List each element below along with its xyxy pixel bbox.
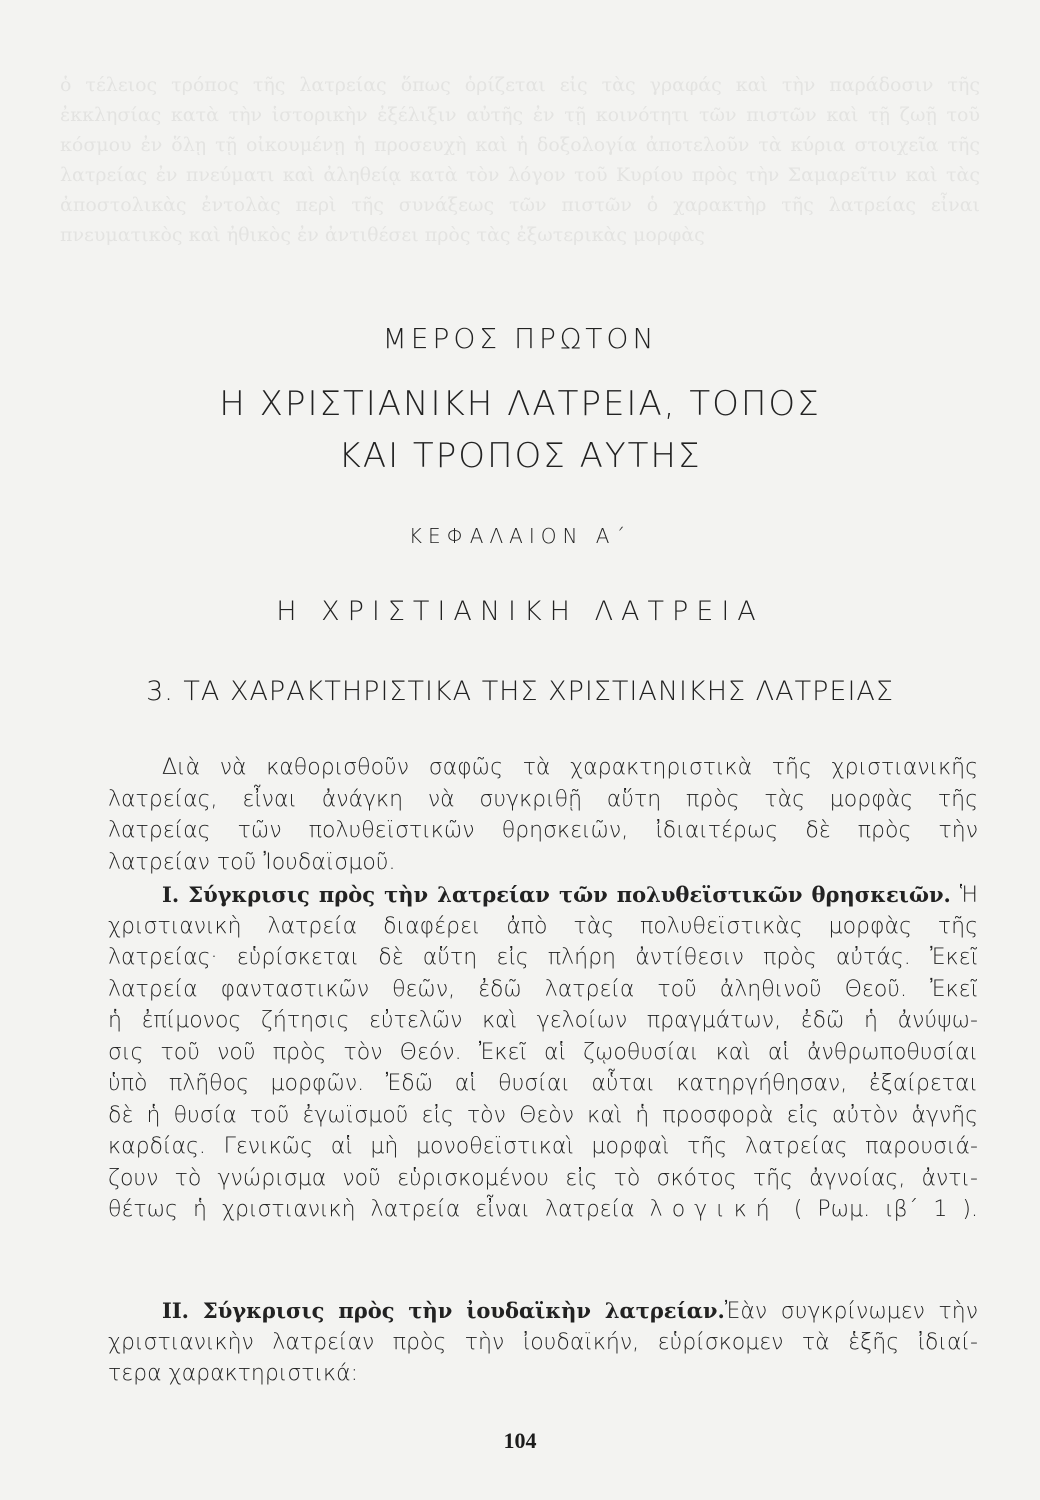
text-line: χριστιανικὴν λατρείαν πρὸς τὴν ἰουδαϊκήν, εὑρίσκομεν τὰ ἑξῆς ἰδιαί- [108,1329,978,1355]
paragraph-lead-heading: II. Σύγκρισις πρὸς τὴν ἰουδαϊκὴν λατρείαν. [162,1298,725,1323]
text-line [108,879,978,911]
intro-paragraph [108,752,978,878]
part-title-line-1: Η ΧΡΙΣΤΙΑΝΙΚΗ ΛΑΤΡΕΙΑ, ΤΟΠΟΣ [219,384,821,424]
spaced-emphasis: λογική [649,1197,779,1222]
paragraph-lead-heading: I. Σύγκρισις πρὸς τὴν λατρείαν τῶν πολυθεϊστικῶν θρησκειῶν. [162,882,951,907]
text-line: λατρείας, εἶναι ἀνάγκη νὰ συγκριθῇ αὕτη πρὸς τὰς μορφὰς τῆς [108,786,978,812]
text-line: Διὰ νὰ καθορισθοῦν σαφῶς τὰ χαρακτηριστικὰ τῆς χριστιανικῆς [162,755,978,780]
chapter-label: ΚΕΦΑΛΑΙΟΝ Α΄ [408,524,632,548]
text-line: λατρεία φανταστικῶν θεῶν, ἐδῶ λατρεία τοῦ ἀληθινοῦ Θεοῦ. Ἐκεῖ [108,976,978,1002]
text-line [108,1194,978,1226]
text-line: λατρείας τῶν πολυθεϊστικῶν θρησκειῶν, ἰδιαιτέρως δὲ πρὸς τὴν [108,818,978,843]
text-line: ἡ ἐπίμονος ζήτησις εὐτελῶν καὶ γελοίων πραγμάτων, ἐδῶ ἡ ἀνύψω- [108,1008,978,1033]
text-line: τερα χαρακτηριστικά: [108,1361,359,1386]
text-fragment: Ἐὰν συγκρίνωμεν τὴν [724,1299,978,1324]
text-line: ὑπὸ πλῆθος μορφῶν. Ἐδῶ αἱ θυσίαι αὗται κατηργήθησαν, ἐξαίρεται [108,1071,978,1096]
paragraph-jewish-comparison [108,1295,978,1390]
text-line: καρδίας. Γενικῶς αἱ μὴ μονοθεϊστικαὶ μορφαὶ τῆς λατρείας παρουσιά- [108,1134,978,1159]
text-fragment: Ἡ [950,883,978,908]
text-line: λατρείαν τοῦ Ἰουδαϊσμοῦ. [108,849,396,875]
section-title: 3. ΤΑ ΧΑΡΑΚΤΗΡΙΣΤΙΚΑ ΤΗΣ ΧΡΙΣΤΙΑΝΙΚΗΣ ΛΑΤΡΕΙΑΣ [146,676,894,707]
text-line: χριστιανικὴ λατρεία διαφέρει ἀπὸ τὰς πολυθεϊστικὰς μορφὰς τῆς [108,913,978,939]
citation: ( Ρωμ. ιβ΄ 1 ). [793,1197,978,1222]
text-line: δὲ ἡ θυσία τοῦ ἐγωϊσμοῦ εἰς τὸν Θεὸν καὶ ἡ προσφορὰ εἰς αὐτὸν ἁγνῆς [108,1102,978,1128]
page-number: 104 [503,1428,537,1453]
text-line: σις τοῦ νοῦ πρὸς τὸν Θεόν. Ἐκεῖ αἱ ζῳοθυσίαι καὶ αἱ ἀνθρωποθυσίαι [108,1039,978,1065]
paragraph-polytheistic-comparison [108,879,978,1226]
bleed-through-text: ὁ τέλειος τρόπος τῆς λατρείας ὅπως ὁρίζεται εἰς τὰς γραφάς καὶ τὴν παράδοσιν τῆς ἐκκλησίας κατὰ τὴν ἱστορικὴν ἐξέλιξιν αὐτῆς ἐν τῇ κοινότητι τῶν πιστῶν καὶ τῇ ζωῇ τοῦ κόσμου ἐν ὅλῃ τῇ οἰκουμένῃ ἡ προσευχὴ καὶ ἡ δοξολογία ἀποτελοῦν τὰ κύρια στοιχεῖα τῆς λατρείας ἐν πνεύματι καὶ ἀληθείᾳ κατὰ τὸν λόγον τοῦ Κυρίου πρὸς τὴν Σαμαρεῖτιν καὶ τὰς ἀποστολικὰς ἐντολὰς περὶ τῆς συνάξεως τῶν πιστῶν ὁ χαρακτὴρ τῆς λατρείας εἶναι πνευματικὸς καὶ ἠθικὸς ἐν ἀντιθέσει πρὸς τὰς ἐξωτερικὰς μορφὰς [60,74,980,246]
chapter-title: Η ΧΡΙΣΤΙΑΝΙΚΗ ΛΑΤΡΕΙΑ [276,596,764,627]
part-heading: ΜΕΡΟΣ ΠΡΩΤΟΝ [382,322,658,355]
text-fragment: θέτως ἡ χριστιανικὴ λατρεία εἶναι λατρεία [108,1197,635,1222]
text-line [108,1295,978,1327]
text-line: ζουν τὸ γνώρισμα νοῦ εὑρισκομένου εἰς τὸ σκότος τῆς ἀγνοίας, ἀντι- [108,1165,978,1191]
text-line: λατρείας· εὑρίσκεται δὲ αὕτη εἰς πλήρη ἀντίθεσιν πρὸς αὐτάς. Ἐκεῖ [108,945,978,970]
part-title-line-2: ΚΑΙ ΤΡΟΠΟΣ ΑΥΤΗΣ [338,436,702,476]
